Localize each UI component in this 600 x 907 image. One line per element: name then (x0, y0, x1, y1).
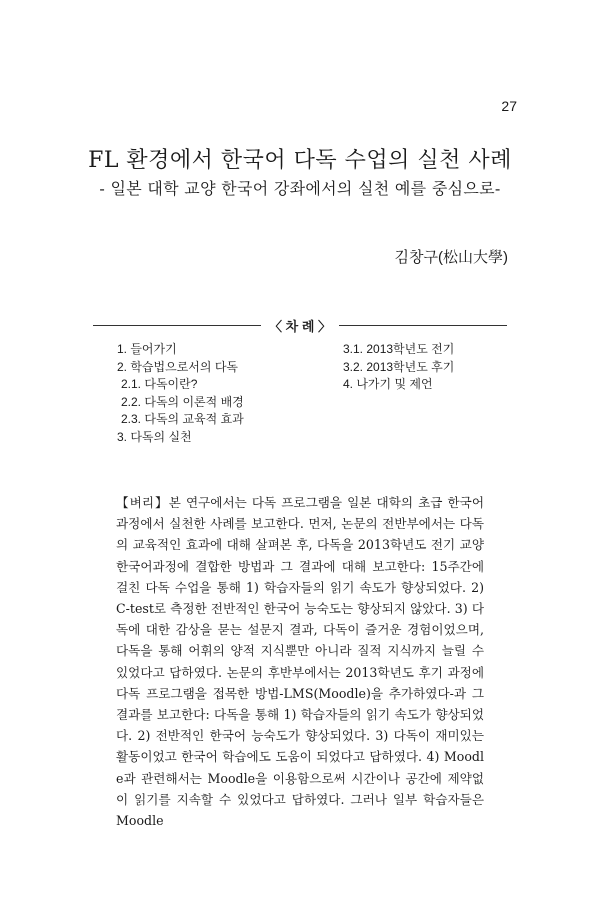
toc-heading: 〈 차 례 〉 (269, 319, 331, 334)
toc-right-column (343, 341, 454, 394)
toc-left-column (117, 341, 244, 446)
toc-item: 4. 나가기 및 제언 (343, 377, 433, 391)
toc-item: 2. 학습법으로서의 다독 (117, 359, 239, 374)
paper-title: FL 환경에서 한국어 다독 수업의 실천 사례 (88, 148, 512, 173)
toc-rule-left (93, 325, 261, 326)
toc-subitem: 3.2. 2013학년도 후기 (343, 359, 455, 374)
paper-subtitle: - 일본 대학 교양 한국어 강좌에서의 실천 예를 중심으로- (99, 179, 501, 198)
author-affiliation: 김창구(松山大學) (394, 249, 508, 266)
toc-subitem: 2.2. 다독의 이론적 배경 (121, 394, 244, 409)
toc-subitem: 2.3. 다독의 교육적 효과 (121, 412, 244, 426)
toc-item: 3. 다독의 실천 (117, 429, 192, 444)
page-number: 27 (501, 98, 517, 114)
toc-header (93, 316, 507, 335)
toc-subitem: 3.1. 2013학년도 전기 (343, 342, 455, 356)
toc-subitem: 2.1. 다독이란? (121, 377, 198, 391)
toc-item: 1. 들어가기 (117, 342, 177, 356)
abstract-paragraph: 【벼리】본 연구에서는 다독 프로그램을 일본 대학의 초급 한국어 과정에서 실천한 사례를 보고한다. 먼저, 논문의 전반부에서는 다독의 교육적인 효과에 대해 살펴본 후, 다독을 2013학년도 전기 교양 한국어과정에 결합한 방법과 그 결과에 대해 보고한다: 15주간에 걸친 다독 수업을 통해 1) 학습자들의 읽기 속도가 향상되었다. 2) C-test로 측정한 전반적인 한국어 능숙도는 향상되지 않았다. 3) 다독에 대한 감상을 묻는 설문지 결과, 다독이 즐거운 경험이었으며, 다독을 통해 어휘의 양적 지식뿐만 아니라 질적 지식까지 늘릴 수 있었다고 답하였다. 논문의 후반부에서는 2013학년도 후기 과정에 다독 프로그램을 접목한 방법-LMS(Moodle)을 추가하였다-과 그 결과를 보고한다: 다독을 통해 1) 학습자들의 읽기 속도가 향상되었다. 2) 전반적인 한국어 능숙도가 향상되었다. 3) 다독이 재미있는 활동이었고 한국어 학습에도 도움이 되었다고 답하였다. 4) Moodle과 관련해서는 Moodle을 이용함으로써 시간이나 공간에 제약없이 읽기를 지속할 수 있었다고 답하였다. 그러나 일부 학습자들은 Moodle (116, 495, 484, 829)
toc-rule-right (339, 325, 507, 326)
